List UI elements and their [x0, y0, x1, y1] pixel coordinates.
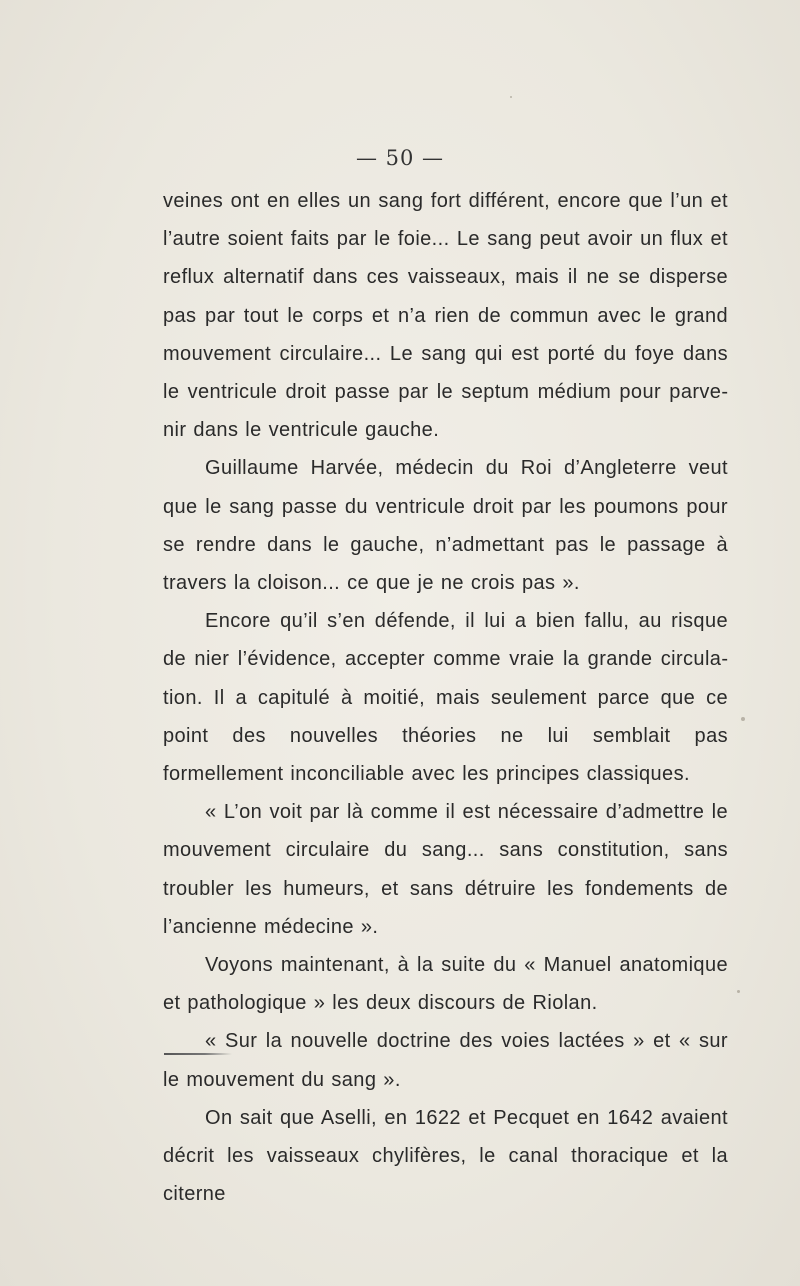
- page-number: — 50 —: [355, 146, 445, 170]
- body-text: [163, 182, 728, 1213]
- paragraph-1: veines ont en elles un sang fort différent, encore que l’un et l’autre soient faits par le foie... Le sang peut avoir un flux et reflux alternatif dans ces vaisseaux, mais il ne se disperse pas par tout le corps et n’a rien de commun avec le grand mouvement circulaire... Le sang qui est porté du foye dans le ventricule droit passe par le septum médium pour parvenir dans le ventricule gauche.: [163, 190, 728, 442]
- paragraph-2: Guillaume Harvée, médecin du Roi d’Angleterre veut que le sang passe du ventricule droit par les poumons pour se rendre dans le gauche, n’admettant pas le passage à travers la cloison... ce que je ne crois pas ».: [163, 457, 728, 595]
- paragraph-4: « L’on voit par là comme il est nécessaire d’admettre le mouvement circulaire du sang... sans constitution, sans troubler les humeurs, et sans détruire les fondements de l’ancienne médecine ».: [163, 801, 728, 938]
- paragraph-7: On sait que Aselli, en 1622 et Pecquet en 1642 avaient décrit les vaisseaux chylifères, le canal thoracique et la citerne: [163, 1106, 728, 1206]
- paragraph-5: Voyons maintenant, à la suite du « Manuel anatomique et pathologique » les deux discours de Riolan.: [163, 954, 728, 1015]
- pencil-underline-mark: [164, 1053, 232, 1055]
- paper-speck: [510, 96, 512, 98]
- paper-speck: [737, 990, 740, 993]
- paragraph-6: « Sur la nouvelle doctrine des voies lactées » et « sur le mouvement du sang ».: [163, 1030, 728, 1091]
- paper-speck: [741, 717, 745, 721]
- paragraph-3: Encore qu’il s’en défende, il lui a bien fallu, au risque de nier l’évidence, accepter comme vraie la grande circulation. Il a capitulé à moitié, mais seulement parce que ce point des nouvelles théories ne lui semblait pas formellement inconciliable avec les principes classiques.: [163, 610, 728, 786]
